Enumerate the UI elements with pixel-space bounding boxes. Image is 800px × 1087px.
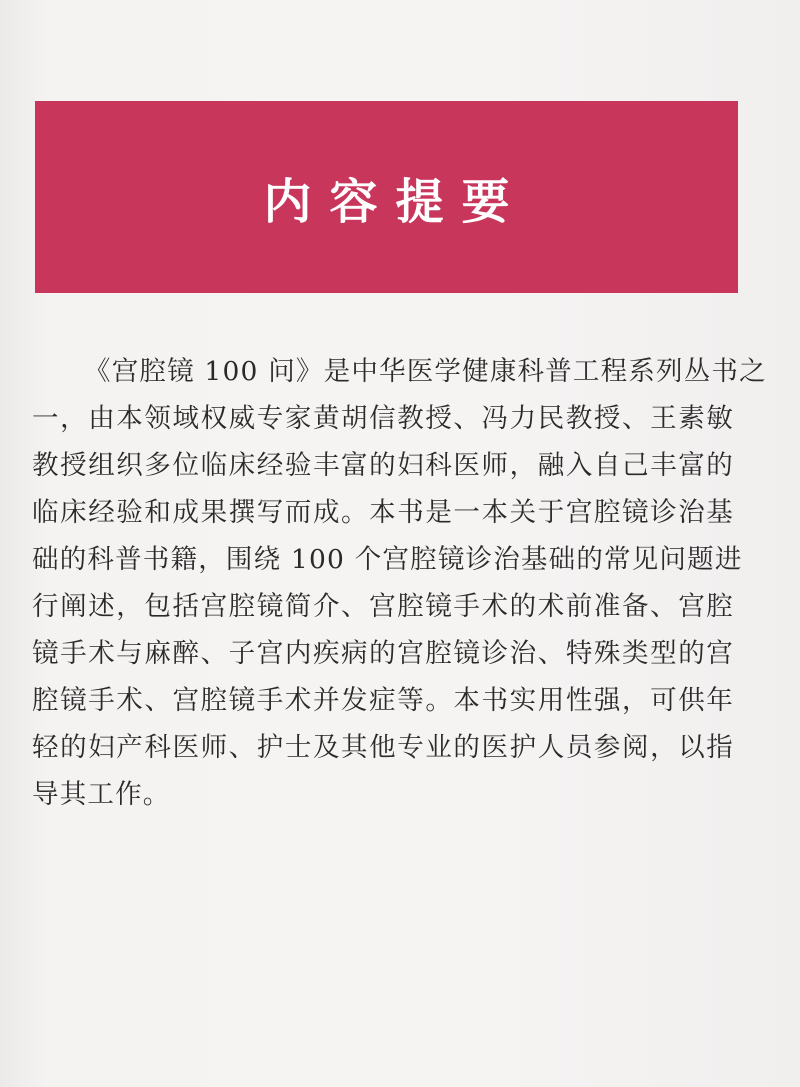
summary-paragraph	[32, 348, 767, 818]
summary-line: 导其工作。	[32, 779, 171, 810]
page-title: 内容提要	[263, 173, 528, 230]
title-banner	[35, 101, 738, 293]
summary-line: 《宫腔镜 100 问》是中华医学健康科普工程系列丛书之	[84, 356, 767, 387]
summary-line: 行阐述，包括宫腔镜简介、宫腔镜手术的术前准备、宫腔	[32, 591, 734, 622]
summary-line: 腔镜手术、宫腔镜手术并发症等。本书实用性强，可供年	[32, 685, 734, 716]
summary-line: 础的科普书籍，围绕 100 个宫腔镜诊治基础的常见问题进	[32, 544, 743, 575]
summary-line: 一，由本领域权威专家黄胡信教授、冯力民教授、王素敏	[32, 403, 734, 434]
summary-line: 教授组织多位临床经验丰富的妇科医师，融入自己丰富的	[32, 450, 734, 481]
summary-line: 镜手术与麻醉、子宫内疾病的宫腔镜诊治、特殊类型的宫	[32, 638, 734, 669]
summary-line: 临床经验和成果撰写而成。本书是一本关于宫腔镜诊治基	[32, 497, 734, 528]
summary-line: 轻的妇产科医师、护士及其他专业的医护人员参阅，以指	[32, 732, 734, 763]
